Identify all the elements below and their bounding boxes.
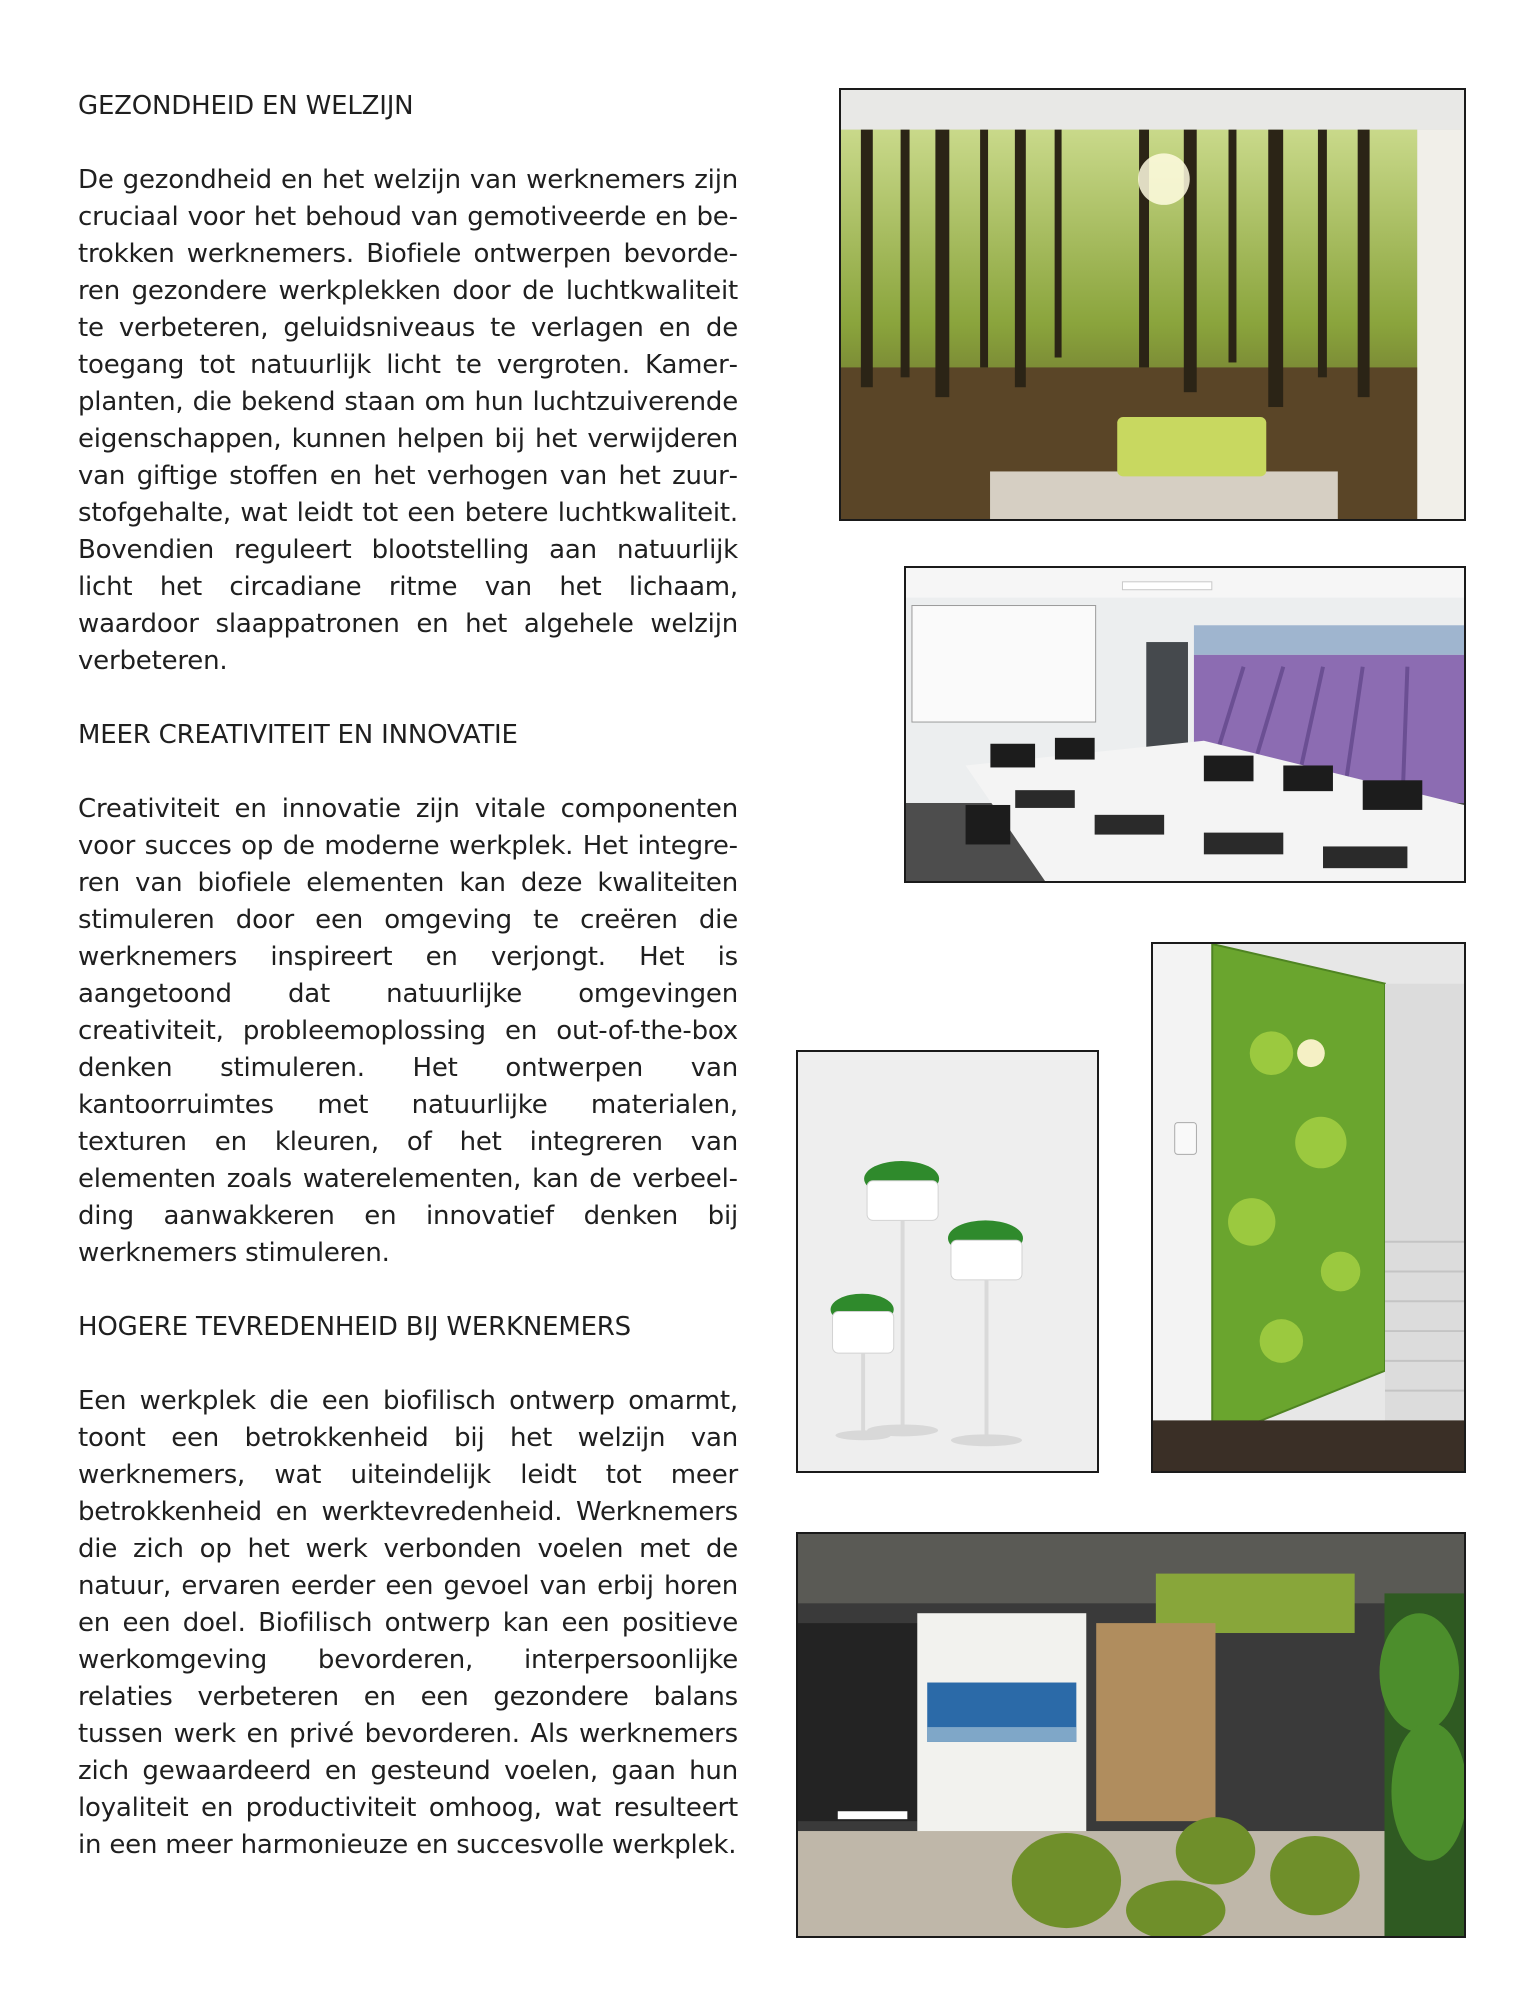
section-body-creativity: Creativiteit en innovatie zijn vitale componenten voor succes op de moderne werkplek. Het integreren van biofiele elementen kan deze kwaliteiten stimuleren door een omgeving te creëren die werknemers inspireert en verjongt. Het is aangetoond dat natuurlijke omgevingen creativiteit, probleemoplossing en out-of-the-box denken stimuleren. Het ontwerpen van kantoorruimtes met natuurlijke materialen, texturen en kleuren, of het integreren van elementen zoals waterelementen, kan de verbeelding aanwakkeren en innovatief denken bij werknemers stimuleren.: [78, 794, 738, 1268]
photo-moss-wall: [1151, 942, 1466, 1473]
photo-lounge-aquarium: [796, 1532, 1466, 1938]
section-body-satisfaction: Een werkplek die een biofilisch ontwerp omarmt, toont een betrokkenheid bij het welzijn van werknemers, wat uiteindelijk leidt tot meer betrokkenheid en werktevredenheid. Werknemers die zich op het werk verbonden voelen met de natuur, ervaren eerder een gevoel van erbij horen en een doel. Biofilisch ontwerp kan een positieve werkomgeving bevorderen, interpersoonlijke relaties verbeteren en een gezondere balans tussen werk en privé bevorderen. Als werknemers zich gewaardeerd en gesteund voelen, gaan hun loyaliteit en productiviteit omhoog, wat resulteert in een meer harmonieuze en succesvolle werkplek.: [78, 1386, 738, 1860]
moss-wall-illustration: [1153, 944, 1464, 1471]
forest-mural-illustration: [841, 90, 1464, 519]
section-heading-satisfaction: HOGERE TEVREDENHEID BIJ WERKNEMERS: [78, 1312, 631, 1342]
plant-stands-illustration: [798, 1052, 1097, 1471]
photo-forest-mural-office: [839, 88, 1466, 521]
photo-plant-stands: [796, 1050, 1099, 1473]
section-heading-health: GEZONDHEID EN WELZIJN: [78, 91, 414, 121]
text-column: [78, 88, 738, 1901]
section-heading-creativity: MEER CREATIVITEIT EN INNOVATIE: [78, 720, 518, 750]
photo-lavender-meeting-room: [904, 566, 1466, 883]
section-body-health: De gezondheid en het welzijn van werknemers zijn cruciaal voor het behoud van gemotiveerde en betrokken werknemers. Biofiele ontwerpen bevorderen gezondere werkplekken door de luchtkwaliteit te verbeteren, geluidsniveaus te verlagen en de toegang tot natuurlijk licht te vergroten. Kamerplanten, die bekend staan om hun luchtzuiverende eigenschappen, kunnen helpen bij het verwijderen van giftige stoffen en het verhogen van het zuurstofgehalte, wat leidt tot een betere luchtkwaliteit. Bovendien reguleert blootstelling aan natuurlijk licht het circadiane ritme van het lichaam, waardoor slaappatronen en het algehele welzijn verbeteren.: [78, 165, 738, 676]
lavender-room-illustration: [906, 568, 1464, 881]
lounge-aquarium-illustration: [798, 1534, 1464, 1936]
